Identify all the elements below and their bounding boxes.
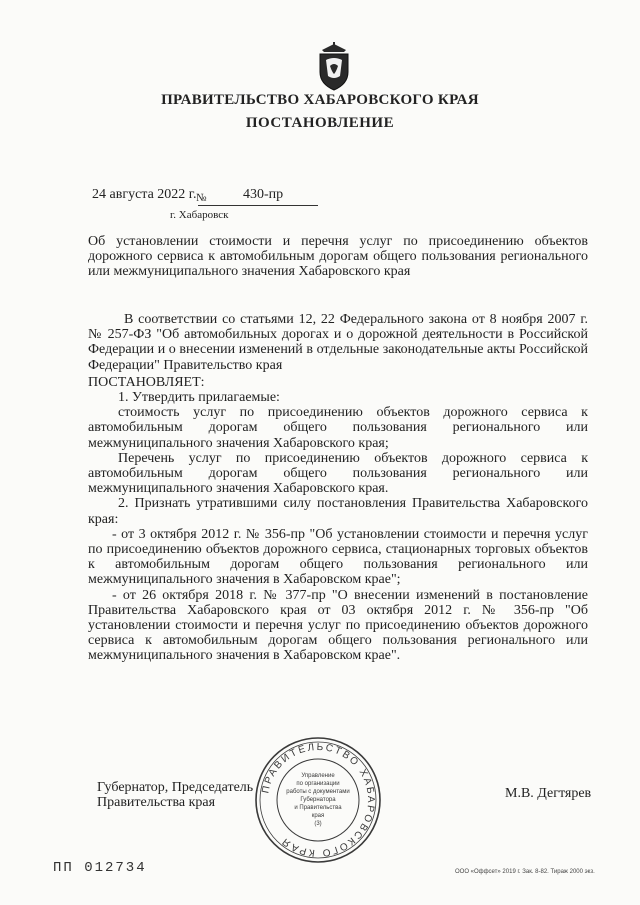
organization-title: ПРАВИТЕЛЬСТВО ХАБАРОВСКОГО КРАЯ — [161, 92, 479, 108]
document-subject: Об установлении стоимости и перечня услуг по присоединению объектов дорожного сервиса к автомобильным дорогам общего пользования регионального или межмуниципального значения Хабаровского края — [88, 234, 588, 279]
seal-inner-line-3: работы с документами — [286, 789, 350, 795]
document-body — [88, 312, 588, 664]
item-1: 1. Утвердить прилагаемые: — [118, 390, 280, 406]
signatory-title-line-1: Губернатор, Председатель — [97, 780, 254, 795]
seal-inner-line-5: и Правительства — [294, 805, 342, 811]
intro-paragraph: В соответствии со статьями 12, 22 Федерального закона от 8 ноября 2007 г. № 257-ФЗ "Об автомобильных дорогах и о дорожной деятельности в Российской Федерации и о внесении изменений в отдельные законодательные акты Российской Федерации" Правительство края — [88, 312, 588, 373]
decides-heading: ПОСТАНОВЛЯЕТ: — [88, 374, 205, 390]
document-city: г. Хабаровск — [170, 209, 229, 221]
form-serial-number: ПП 012734 — [53, 860, 147, 876]
seal-inner-line-6: края — [311, 813, 325, 819]
item-1a: стоимость услуг по присоединению объектов дорожного сервиса к автомобильным дорогам общего пользования регионального или межмуниципального значения Хабаровского края; — [88, 405, 588, 451]
item-1b: Перечень услуг по присоединению объектов дорожного сервиса к автомобильным дорогам общего пользования регионального или межмуниципального значения Хабаровского края. — [88, 450, 588, 497]
document-type: ПОСТАНОВЛЕНИЕ — [245, 115, 395, 131]
item-2: 2. Признать утратившими силу постановления Правительства Хабаровского края: — [88, 496, 588, 527]
print-info: ООО «Оффсет» 2019 г. Зак. 8-82. Тираж 2000 экз. — [455, 869, 595, 875]
number-underline — [198, 205, 318, 206]
seal-inner-line-4: Губернатора — [300, 797, 336, 803]
seal-inner-line-2: по организации — [296, 781, 340, 787]
item-2b: - от 26 октября 2018 г. № 377-пр "О внесении изменений в постановление Правительства Хабаровского края от 03 октября 2012 г. № 356-пр "Об установлении стоимости и перечня услуг по присоединению объектов дорожного сервиса к автомобильным дорогам общего пользования регионального или межмуниципального значения в Хабаровском крае". — [88, 587, 588, 664]
coat-of-arms-emblem — [314, 40, 354, 92]
number-sign: № — [196, 192, 207, 204]
item-2a: - от 3 октября 2012 г. № 356-пр "Об установлении стоимости и перечня услуг по присоединению объектов дорожного сервиса, стационарных торговых объектов к автомобильным дорогам общего пользования регионального или межмуниципального значения в Хабаровском крае"; — [88, 526, 588, 588]
seal-inner-line-1: Управление — [301, 773, 335, 779]
official-seal-stamp — [253, 735, 383, 865]
seal-ring-text: ПРАВИТЕЛЬСТВО ХАБАРОВСКОГО КРАЯ — [260, 741, 377, 859]
signatory-title — [97, 780, 253, 810]
seal-inner-line-7: (3) — [314, 821, 322, 827]
document-date: 24 августа 2022 г. — [92, 187, 197, 202]
document-number: 430-пр — [243, 187, 284, 202]
signatory-name: М.В. Дегтярев — [505, 786, 592, 801]
signatory-title-line-2: Правительства края — [97, 795, 216, 810]
